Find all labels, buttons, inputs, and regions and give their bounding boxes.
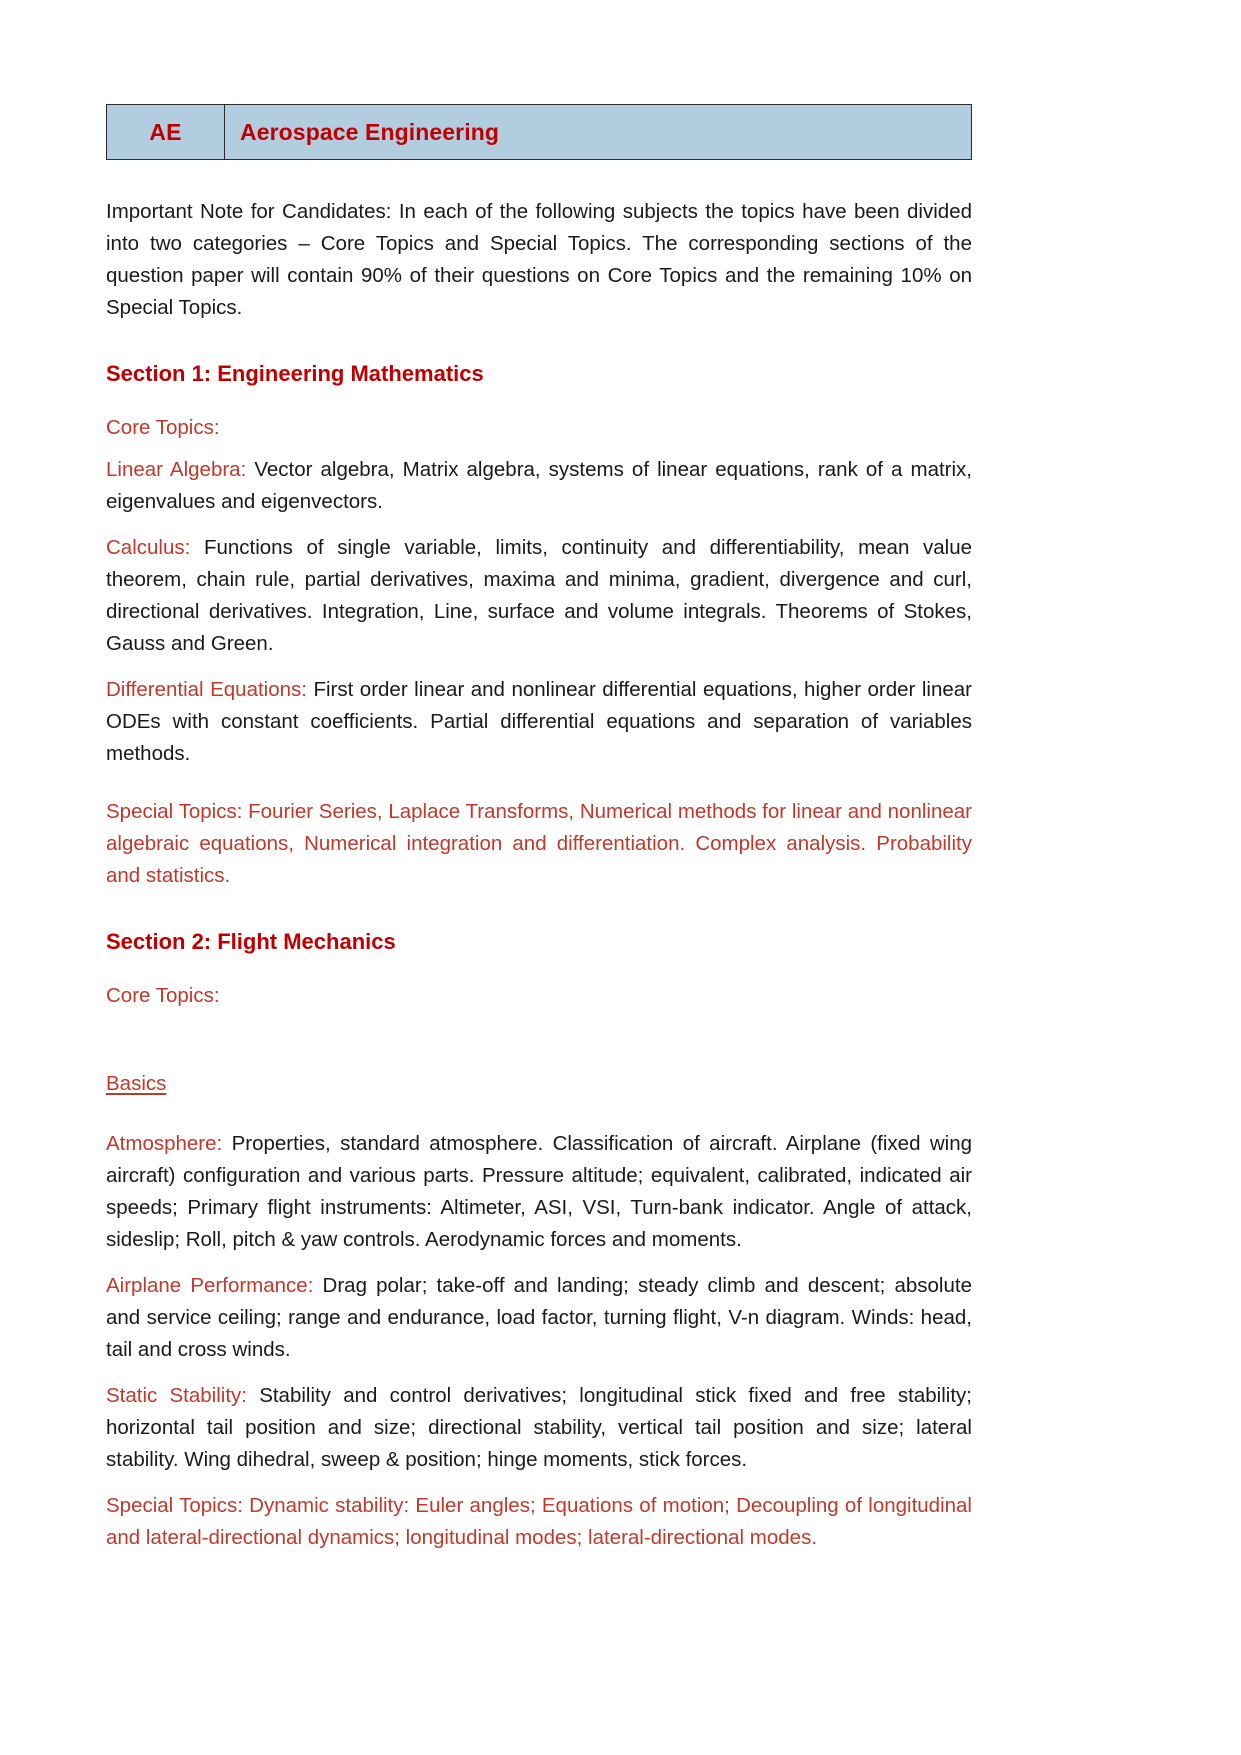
topic-airplane-performance [106, 1270, 972, 1366]
topic-atmosphere [106, 1128, 972, 1256]
section-1-special-topics: Special Topics: Fourier Series, Laplace Transforms, Numerical methods for linear and nonlinear algebraic equations, Numerical integration and differentiation. Complex analysis. Probability and statistics. [106, 800, 972, 887]
topic-differential-equations [106, 674, 972, 770]
topic-linear-algebra [106, 454, 972, 518]
subject-header-table [106, 104, 972, 160]
important-note-paragraph: Important Note for Candidates: In each of the following subjects the topics have been divided into two categories – Core Topics and Special Topics. The corresponding sections of the question paper will contain 90% of their questions on Core Topics and the remaining 10% on Special Topics. [106, 200, 972, 319]
topic-text-calculus: Functions of single variable, limits, continuity and differentiability, mean value theorem, chain rule, partial derivatives, maxima and minima, gradient, divergence and curl, directional derivatives. Integration, Line, surface and volume integrals. Theorems of Stokes, Gauss and Green. [106, 536, 972, 655]
section-1-core-topics-label: Core Topics: [106, 416, 220, 439]
topic-label-atmosphere: Atmosphere: [106, 1132, 223, 1155]
header-row [107, 105, 972, 160]
topic-text-static-stability: Stability and control derivatives; longitudinal stick fixed and free stability; horizontal tail position and size; directional stability, vertical tail position and size; lateral stability. Wing dihedral, sweep & position; hinge moments, stick forces. [106, 1384, 972, 1471]
section-2-heading: Section 2: Flight Mechanics [106, 929, 396, 954]
topic-label-differential-equations: Differential Equations: [106, 678, 307, 701]
topic-static-stability [106, 1380, 972, 1476]
topic-calculus [106, 532, 972, 660]
subject-name-cell [225, 105, 972, 160]
topic-text-linear-algebra: Vector algebra, Matrix algebra, systems of linear equations, rank of a matrix, eigenvalues and eigenvectors. [106, 458, 973, 513]
topic-label-linear-algebra: Linear Algebra: [106, 458, 247, 481]
topic-label-airplane-performance: Airplane Performance: [106, 1274, 314, 1297]
subheading-basics: Basics [106, 1072, 167, 1095]
section-1-heading: Section 1: Engineering Mathematics [106, 361, 484, 386]
topic-text-atmosphere: Properties, standard atmosphere. Classification of aircraft. Airplane (fixed wing aircraft) configuration and various parts. Pressure altitude; equivalent, calibrated, indicated air speeds; Primary flight instruments: Altimeter, ASI, VSI, Turn-bank indicator. Angle of attack, sideslip; Roll, pitch & yaw controls. Aerodynamic forces and moments. [106, 1132, 972, 1251]
subject-code: AE [149, 118, 182, 145]
subject-name: Aerospace Engineering [240, 118, 500, 145]
section-2-core-topics-label: Core Topics: [106, 984, 220, 1007]
page-content [106, 104, 972, 1558]
topic-text-differential-equations: First order linear and nonlinear differential equations, higher order linear ODEs with constant coefficients. Partial differential equations and separation of variables methods. [106, 678, 972, 765]
section-2-special-topics: Special Topics: Dynamic stability: Euler angles; Equations of motion; Decoupling of longitudinal and lateral-directional dynamics; longitudinal modes; lateral-directional modes. [106, 1494, 972, 1549]
subject-code-cell [107, 105, 225, 160]
basics-subheading-wrap [106, 1040, 972, 1110]
topic-text-airplane-performance: Drag polar; take-off and landing; steady climb and descent; absolute and service ceiling; range and endurance, load factor, turning flight, V-n diagram. Winds: head, tail and cross winds. [106, 1274, 972, 1361]
topic-label-static-stability: Static Stability: [106, 1384, 247, 1407]
topic-label-calculus: Calculus: [106, 536, 191, 559]
